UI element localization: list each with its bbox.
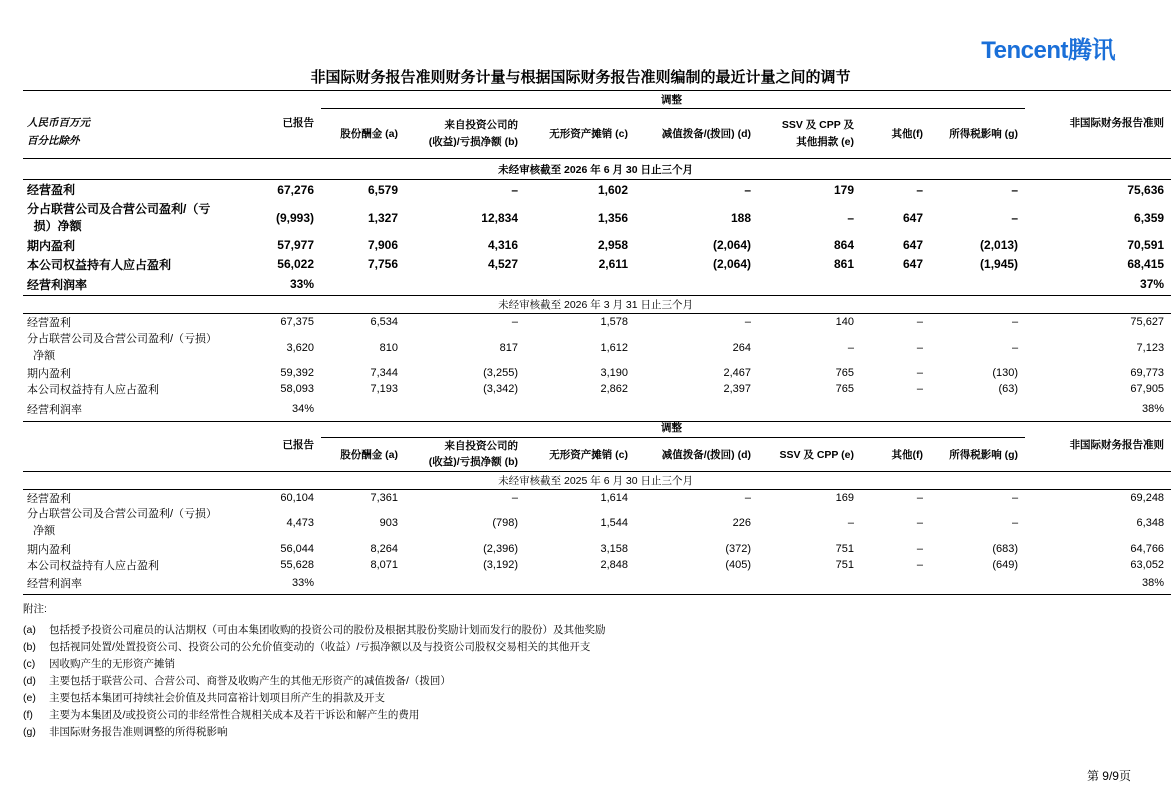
footnote-item: (f) 主要为本集团及/或投资公司的非经常性合规相关成本及若干诉讼和解产生的费用 (23, 709, 420, 721)
table-row: 经营盈利 67,375 6,534 – 1,578 – 140 – – 75,627 (27, 316, 1165, 329)
col-share-comp: 股份酬金 (a) (340, 448, 398, 461)
footnote-item: (c) 因收购产生的无形资产摊销 (23, 658, 175, 670)
col-other: 其他(f) (891, 128, 923, 140)
table-row: 经营利润率 33% 37% (27, 277, 1165, 292)
col-reported: 已报告 (282, 439, 314, 451)
table-row: 期内盈利 57,977 7,906 4,316 2,958 (2,064) 864 647 (2,013) 70,591 (27, 238, 1165, 253)
period-header: 未经审核截至 2025 年 6 月 30 日止三个月 (23, 471, 1171, 489)
col-impairment: 减值拨备/(拨回) (d) (661, 448, 751, 461)
table-row: 经营盈利 60,104 7,361 – 1,614 – 169 – – 69,248 (27, 491, 1165, 505)
col-investee-gains: 来自投资公司的 (收益)/亏损净额 (b) (428, 440, 518, 468)
col-share-comp: 股份酬金 (a) (340, 128, 398, 140)
col-tax-effect: 所得税影响 (g) (949, 128, 1019, 140)
adjustments-header: 调整 (321, 419, 1025, 437)
col-amortization: 无形资产摊销 (c) (549, 128, 628, 140)
table-row: 期内盈利 59,392 7,344 (3,255) 3,190 2,467 765 – (130) 69,773 (27, 367, 1165, 380)
col-impairment: 减值拨备/(拨回) (d) (661, 128, 751, 140)
table-row: 分占联营公司及合营公司盈利/（亏损） 净额 3,620 810 817 1,612 264 – – – 7,123 (27, 332, 1165, 362)
table-row: 期内盈利 56,044 8,264 (2,396) 3,158 (372) 751 – (683) 64,766 (27, 542, 1165, 556)
col-non-ifrs: 非国际财务报告准则 (1069, 439, 1165, 451)
table-row: 分占联营公司及合营公司盈利/（亏 损）净额 (9,993) 1,327 12,834 1,356 188 – 647 – 6,359 (27, 201, 1165, 233)
table-row: 分占联营公司及合营公司盈利/（亏损） 净额 4,473 903 (798) 1,544 226 – – – 6,348 (27, 508, 1165, 537)
period-header: 未经审核截至 2026 年 3 月 31 日止三个月 (23, 296, 1171, 314)
footnote-item: (g) 非国际财务报告准则调整的所得税影响 (23, 726, 228, 738)
reconciliation-table-1 (23, 90, 1171, 422)
footnote-item: (e) 主要包括本集团可持续社会价值及共同富裕计划项目所产生的捐款及开支 (23, 692, 385, 704)
table-row: 经营利润率 34% 38% (23, 397, 1171, 421)
table-row: 本公司权益持有人应占盈利 55,628 8,071 (3,192) 2,848 (405) 751 – (649) 63,052 (27, 558, 1165, 572)
col-ssv-cpp: SSV 及 CPP 及 其他捐款 (e) (781, 118, 854, 148)
footnote-item: (a) 包括授予投资公司雇员的认沽期权（可由本集团收购的投资公司的股份及根据其股份奖励计划而发行的股份）及其他奖励 (23, 624, 606, 636)
unit-label: 人民币百万元 百分比除外 (27, 118, 90, 148)
table-row: 本公司权益持有人应占盈利 58,093 7,193 (3,342) 2,862 2,397 765 – (63) 67,905 (27, 383, 1165, 396)
reconciliation-table-2 (23, 419, 1171, 595)
footnotes (23, 601, 606, 741)
col-non-ifrs: 非国际财务报告准则 (1069, 116, 1165, 129)
col-ssv-cpp: SSV 及 CPP (e) (779, 448, 854, 461)
period-header: 未经审核截至 2026 年 6 月 30 日止三个月 (23, 159, 1171, 180)
notes-title: 附注: (23, 603, 47, 615)
footnote-item: (d) 主要包括于联营公司、合营公司、商誉及收购产生的其他无形资产的减值拨备/（拨回） (23, 675, 451, 687)
footnote-item: (b) 包括视同处置/处置投资公司、投资公司的公允价值变动的（收益）/亏损净额以及与投资公司股权交易相关的其他开支 (23, 641, 591, 653)
adjustments-header: 调整 (321, 91, 1025, 109)
col-tax-effect: 所得税影响 (g) (949, 448, 1019, 461)
col-amortization: 无形资产摊销 (c) (549, 448, 628, 461)
table-row: 经营利润率 33% 38% (23, 573, 1171, 595)
tencent-logo: Tencent腾讯 (981, 37, 1115, 64)
col-reported: 已报告 (282, 116, 314, 129)
table-row: 经营盈利 67,276 6,579 – 1,602 – 179 – – 75,636 (27, 182, 1165, 198)
page-title: 非国际财务报告准则财务计量与根据国际财务报告准则编制的最近计量之间的调节 (310, 69, 851, 86)
page-number: 第 9/9页 (1086, 769, 1131, 783)
table-row: 本公司权益持有人应占盈利 56,022 7,756 4,527 2,611 (2,064) 861 647 (1,945) 68,415 (27, 257, 1165, 272)
col-investee-gains: 来自投资公司的 (收益)/亏损净额 (b) (428, 118, 518, 148)
col-other: 其他(f) (891, 448, 923, 461)
